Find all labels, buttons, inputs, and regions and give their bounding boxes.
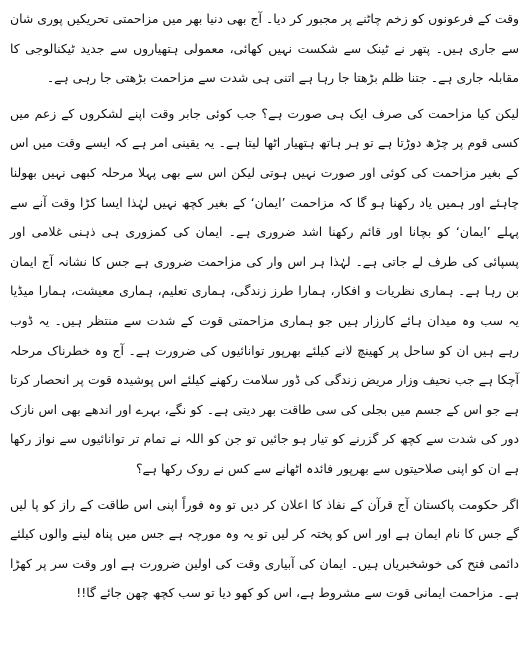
paragraph-faith-first: لیکن کیا مزاحمت کی صرف ایک ہی صورت ہے؟ جب کوئی جابر وقت اپنے لشکروں کے زعم میں کسی قوم پر چڑھ دوڑتا ہے تو ہر ہاتھ ہتھیار اٹھا لیتا ہے۔ یہ یقینی امر ہے کہ ایسے وقت میں اس کے بغیر مزاحمت کی کوئی اور صورت نہیں ہوتی لیکن اس سے بھی پہلا مرحلہ کبھی نہیں بھولنا چاہئے اور ہمیں یاد رکھنا ہو گا کہ مزاحمت ’ایمان‘ کے بغیر کچھ نہیں لہٰذا ایسا کڑا وقت آنے سے پہلے ’ایمان‘ کو بچانا اور قائم رکھنا اشد ضروری ہے۔ ایمان کی کمزوری ہی ذہنی غلامی اور پسپائی کی طرف لے جاتی ہے۔ لہٰذا ہر اس وار کی مزاحمت ضروری ہے جس کا نشانہ آج ایمان بن رہا ہے۔ ہماری نظریات و افکار، ہمارا طرز زندگی، ہماری تعلیم، ہماری معیشت، ہمارا میڈیا یہ سب وہ میدان ہائے کارزار ہیں جو ہماری مزاحمتی قوت کے شدت سے منتظر ہیں۔ یہ ڈوب رہے ہیں ان کو ساحل پر کھینچ لانے کیلئے بھرپور توانائیوں کی ضرورت ہے۔ آج وہ خطرناک مرحلہ آچکا ہے جب نحیف وزار مریض زندگی کی ڈور سلامت رکھنے کیلئے اس پوشیدہ قوت پر انحصار کرتا ہے جو اس کے جسم میں بجلی کی سی طاقت بھر دیتی ہے۔ کو نگے، بہرے اور اندھے بھی اس نازک دور کی شدت سے کچھ کر گزرنے کو تیار ہو جائیں تو جن کو اللہ نے تمام تر توانائیوں سے نواز رکھا ہے ان کو اپنی صلاحیتوں سے بھرپور فائدہ اٹھانے سے کس نے روک رکھا ہے؟ [10,105,519,476]
paragraph-call-to-government: اگر حکومت پاکستان آج قرآن کے نفاذ کا اعلان کر دیں تو وہ فوراً اپنی اس طاقت کے راز کو پا لیں گے جس کا نام ایمان ہے اور اس کو پختہ کر لیں تو یہ وہ مورچہ ہے جس میں پناہ لینے والوں کیلئے دائمی فتح کی خوشخبریاں ہیں۔ ایمان کی آبیاری وقت کی اولین ضرورت ہے اور وقت سر پر کھڑا ہے۔ مزاحمت ایمانی قوت سے مشروط ہے، اس کو کھو دیا تو سب کچھ چھن جائے گا!! [10,496,519,601]
paragraph-resistance-continues: وقت کے فرعونوں کو زخم چاٹنے پر مجبور کر دیا۔ آج بھی دنیا بھر میں مزاحمتی تحریکیں پوری شان سے جاری ہیں۔ پتھر نے ٹینک سے شکست نہیں کھائی، معمولی ہتھیاروں سے جدید ٹیکنالوجی کا مقابلہ جاری ہے۔ جتنا ظلم بڑھتا جا رہا ہے اتنی ہی شدت سے مزاحمت بڑھتی جا رہی ہے۔ [10,11,519,86]
